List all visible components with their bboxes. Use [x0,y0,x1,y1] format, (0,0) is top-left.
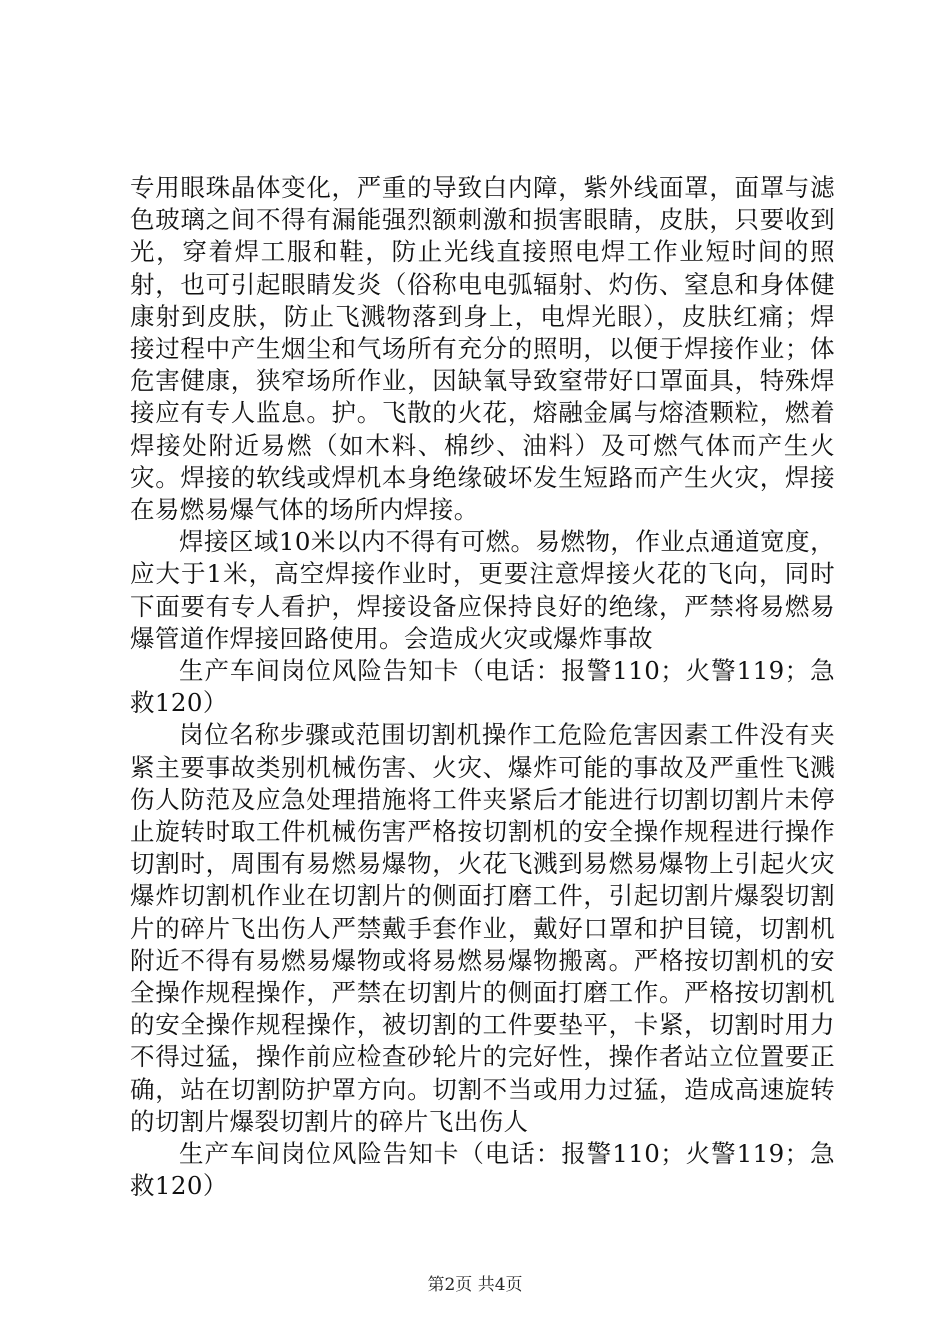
paragraph-risk-card-heading-2: 生产车间岗位风险告知卡（电话：报警110；火警119；急救120） [130,1139,835,1201]
page-number: 第2页 共4页 [427,1275,523,1295]
page-footer [0,1270,950,1295]
paragraph-risk-card-heading: 生产车间岗位风险告知卡（电话：报警110；火警119；急救120） [130,656,835,718]
document-body [130,172,835,1203]
paragraph-cutting-machine-hazards: 岗位名称步骤或范围切割机操作工危险危害因素工件没有夹紧主要事故类别机械伤害、火灾、爆炸可能的事故及严重性飞溅伤人防范及应急处理措施将工件夹紧后才能进行切割切割片未停止旋转时取工件机械伤害严格按切割机的安全操作规程进行操作切割时，周围有易燃易爆物，火花飞溅到易燃易爆物上引起火灾爆炸切割机作业在切割片的侧面打磨工件，引起切割片爆裂切割片的碎片飞出伤人严禁戴手套作业，戴好口罩和护目镜，切割机附近不得有易燃易爆物或将易燃易爆物搬离。严格按切割机的安全操作规程操作，严禁在切割片的侧面打磨工作。严格按切割机的安全操作规程操作，被切割的工件要垫平，卡紧，切割时用力不得过猛，操作前应检查砂轮片的完好性，操作者站立位置要正确，站在切割防护罩方向。切割不当或用力过猛，造成高速旋转的切割片爆裂切割片的碎片飞出伤人 [130,720,835,1136]
paragraph-welding-hazards: 专用眼珠晶体变化，严重的导致白内障，紫外线面罩，面罩与滤色玻璃之间不得有漏能强烈额刺激和损害眼睛，皮肤，只要收到光，穿着焊工服和鞋，防止光线直接照电焊工作业短时间的照射，也可引起眼睛发炎（俗称电电弧辐射、灼伤、窒息和身体健康射到皮肤，防止飞溅物落到身上，电焊光眼），皮肤红痛；焊接过程中产生烟尘和气场所有充分的照明，以便于焊接作业；体危害健康，狭窄场所作业，因缺氧导致窒带好口罩面具，特殊焊接应有专人监息。护。飞散的火花，熔融金属与熔渣颗粒，燃着焊接处附近易燃（如木料、棉纱、油料）及可燃气体而产生火灾。焊接的软线或焊机本身绝缘破坏发生短路而产生火灾，焊接在易燃易爆气体的场所内焊接。 [130,173,835,525]
paragraph-welding-area-rules: 焊接区域10米以内不得有可燃。易燃物，作业点通道宽度，应大于1米，高空焊接作业时，更要注意焊接火花的飞向，同时下面要有专人看护，焊接设备应保持良好的绝缘，严禁将易燃易爆管道作焊接回路使用。会造成火灾或爆炸事故 [130,527,835,653]
